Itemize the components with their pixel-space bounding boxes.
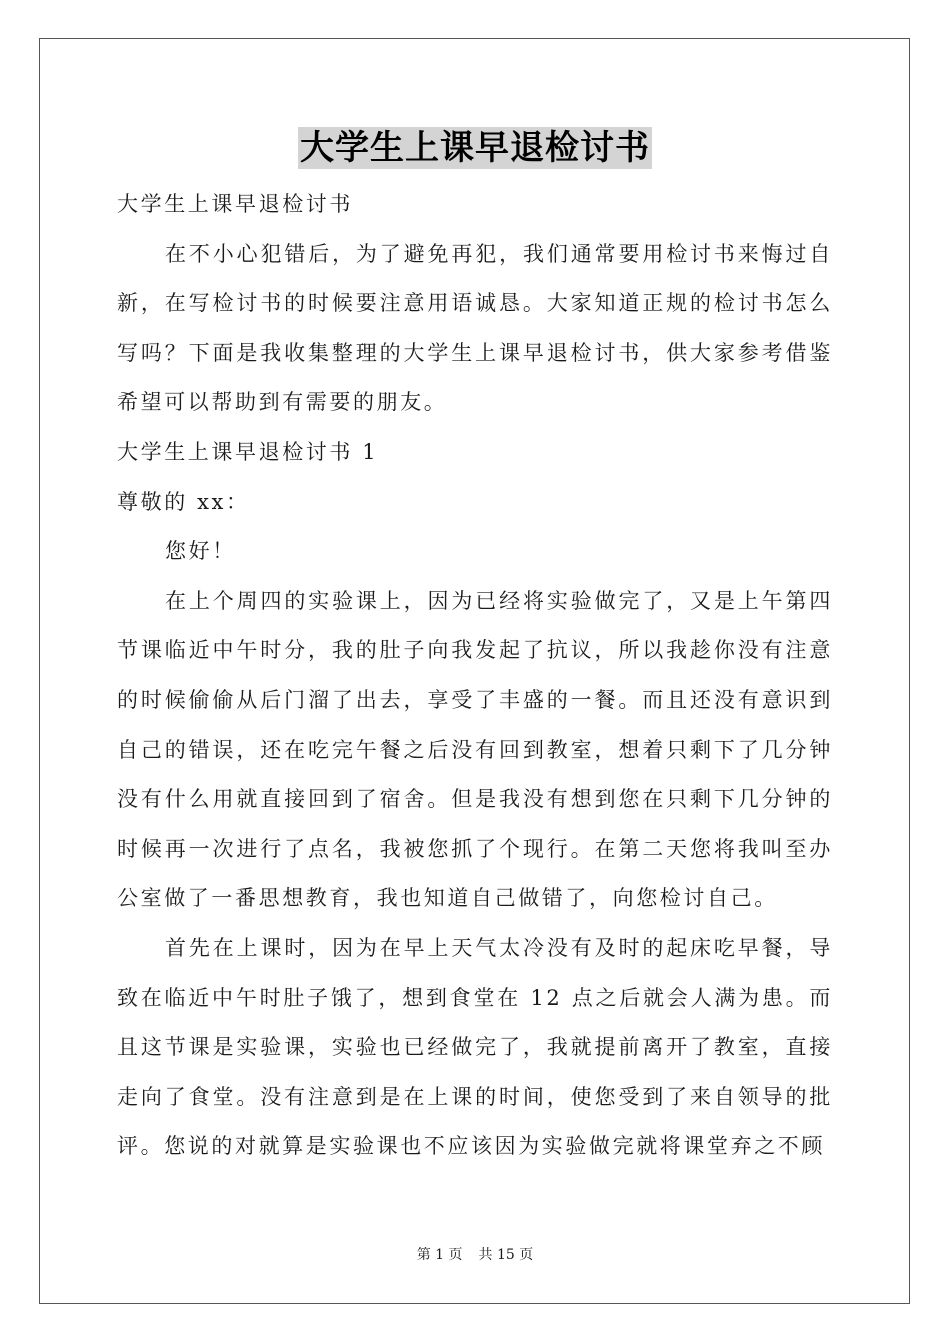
- page-number: 第 1 页: [416, 1247, 463, 1263]
- intro-paragraph: 在不小心犯错后，为了避免再犯，我们通常要用检讨书来悔过自新，在写检讨书的时候要注意用语诚恳。大家知道正规的检讨书怎么写吗？下面是我收集整理的大学生上课早退检讨书，供大家参考借鉴希望可以帮助到有需要的朋友。: [117, 241, 833, 415]
- page-footer: [0, 1244, 950, 1264]
- salutation: 尊敬的 xx：: [117, 489, 250, 514]
- page-total: 共 15 页: [478, 1247, 534, 1263]
- body-paragraph: 首先在上课时，因为在早上天气太冷没有及时的起床吃早餐，导致在临近中午时肚子饿了，想到食堂在 12 点之后就会人满为患。而且这节课是实验课，实验也已经做完了，我就提前离开了教室，直接走向了食堂。没有注意到是在上课的时间，使您受到了来自领导的批评。您说的对就算是实验课也不应该因为实验做完就将课堂弃之不顾: [117, 935, 833, 1159]
- body-paragraph: 在上个周四的实验课上，因为已经将实验做完了，又是上午第四节课临近中午时分，我的肚子向我发起了抗议，所以我趁你没有注意的时候偷偷从后门溜了出去，享受了丰盛的一餐。而且还没有意识到自己的错误，还在吃完午餐之后没有回到教室，想着只剩下了几分钟没有什么用就直接回到了宿舍。但是我没有想到您在只剩下几分钟的时候再一次进行了点名，我被您抓了个现行。在第二天您将我叫至办公室做了一番思想教育，我也知道自己做错了，向您检讨自己。: [117, 588, 833, 911]
- section-heading: 大学生上课早退检讨书 1: [117, 439, 379, 464]
- subtitle-paragraph: 大学生上课早退检讨书: [117, 192, 353, 216]
- document-title: 大学生上课早退检讨书: [300, 128, 650, 168]
- title-container: [0, 127, 950, 169]
- greeting: 您好！: [165, 539, 236, 564]
- document-body: [117, 180, 833, 1172]
